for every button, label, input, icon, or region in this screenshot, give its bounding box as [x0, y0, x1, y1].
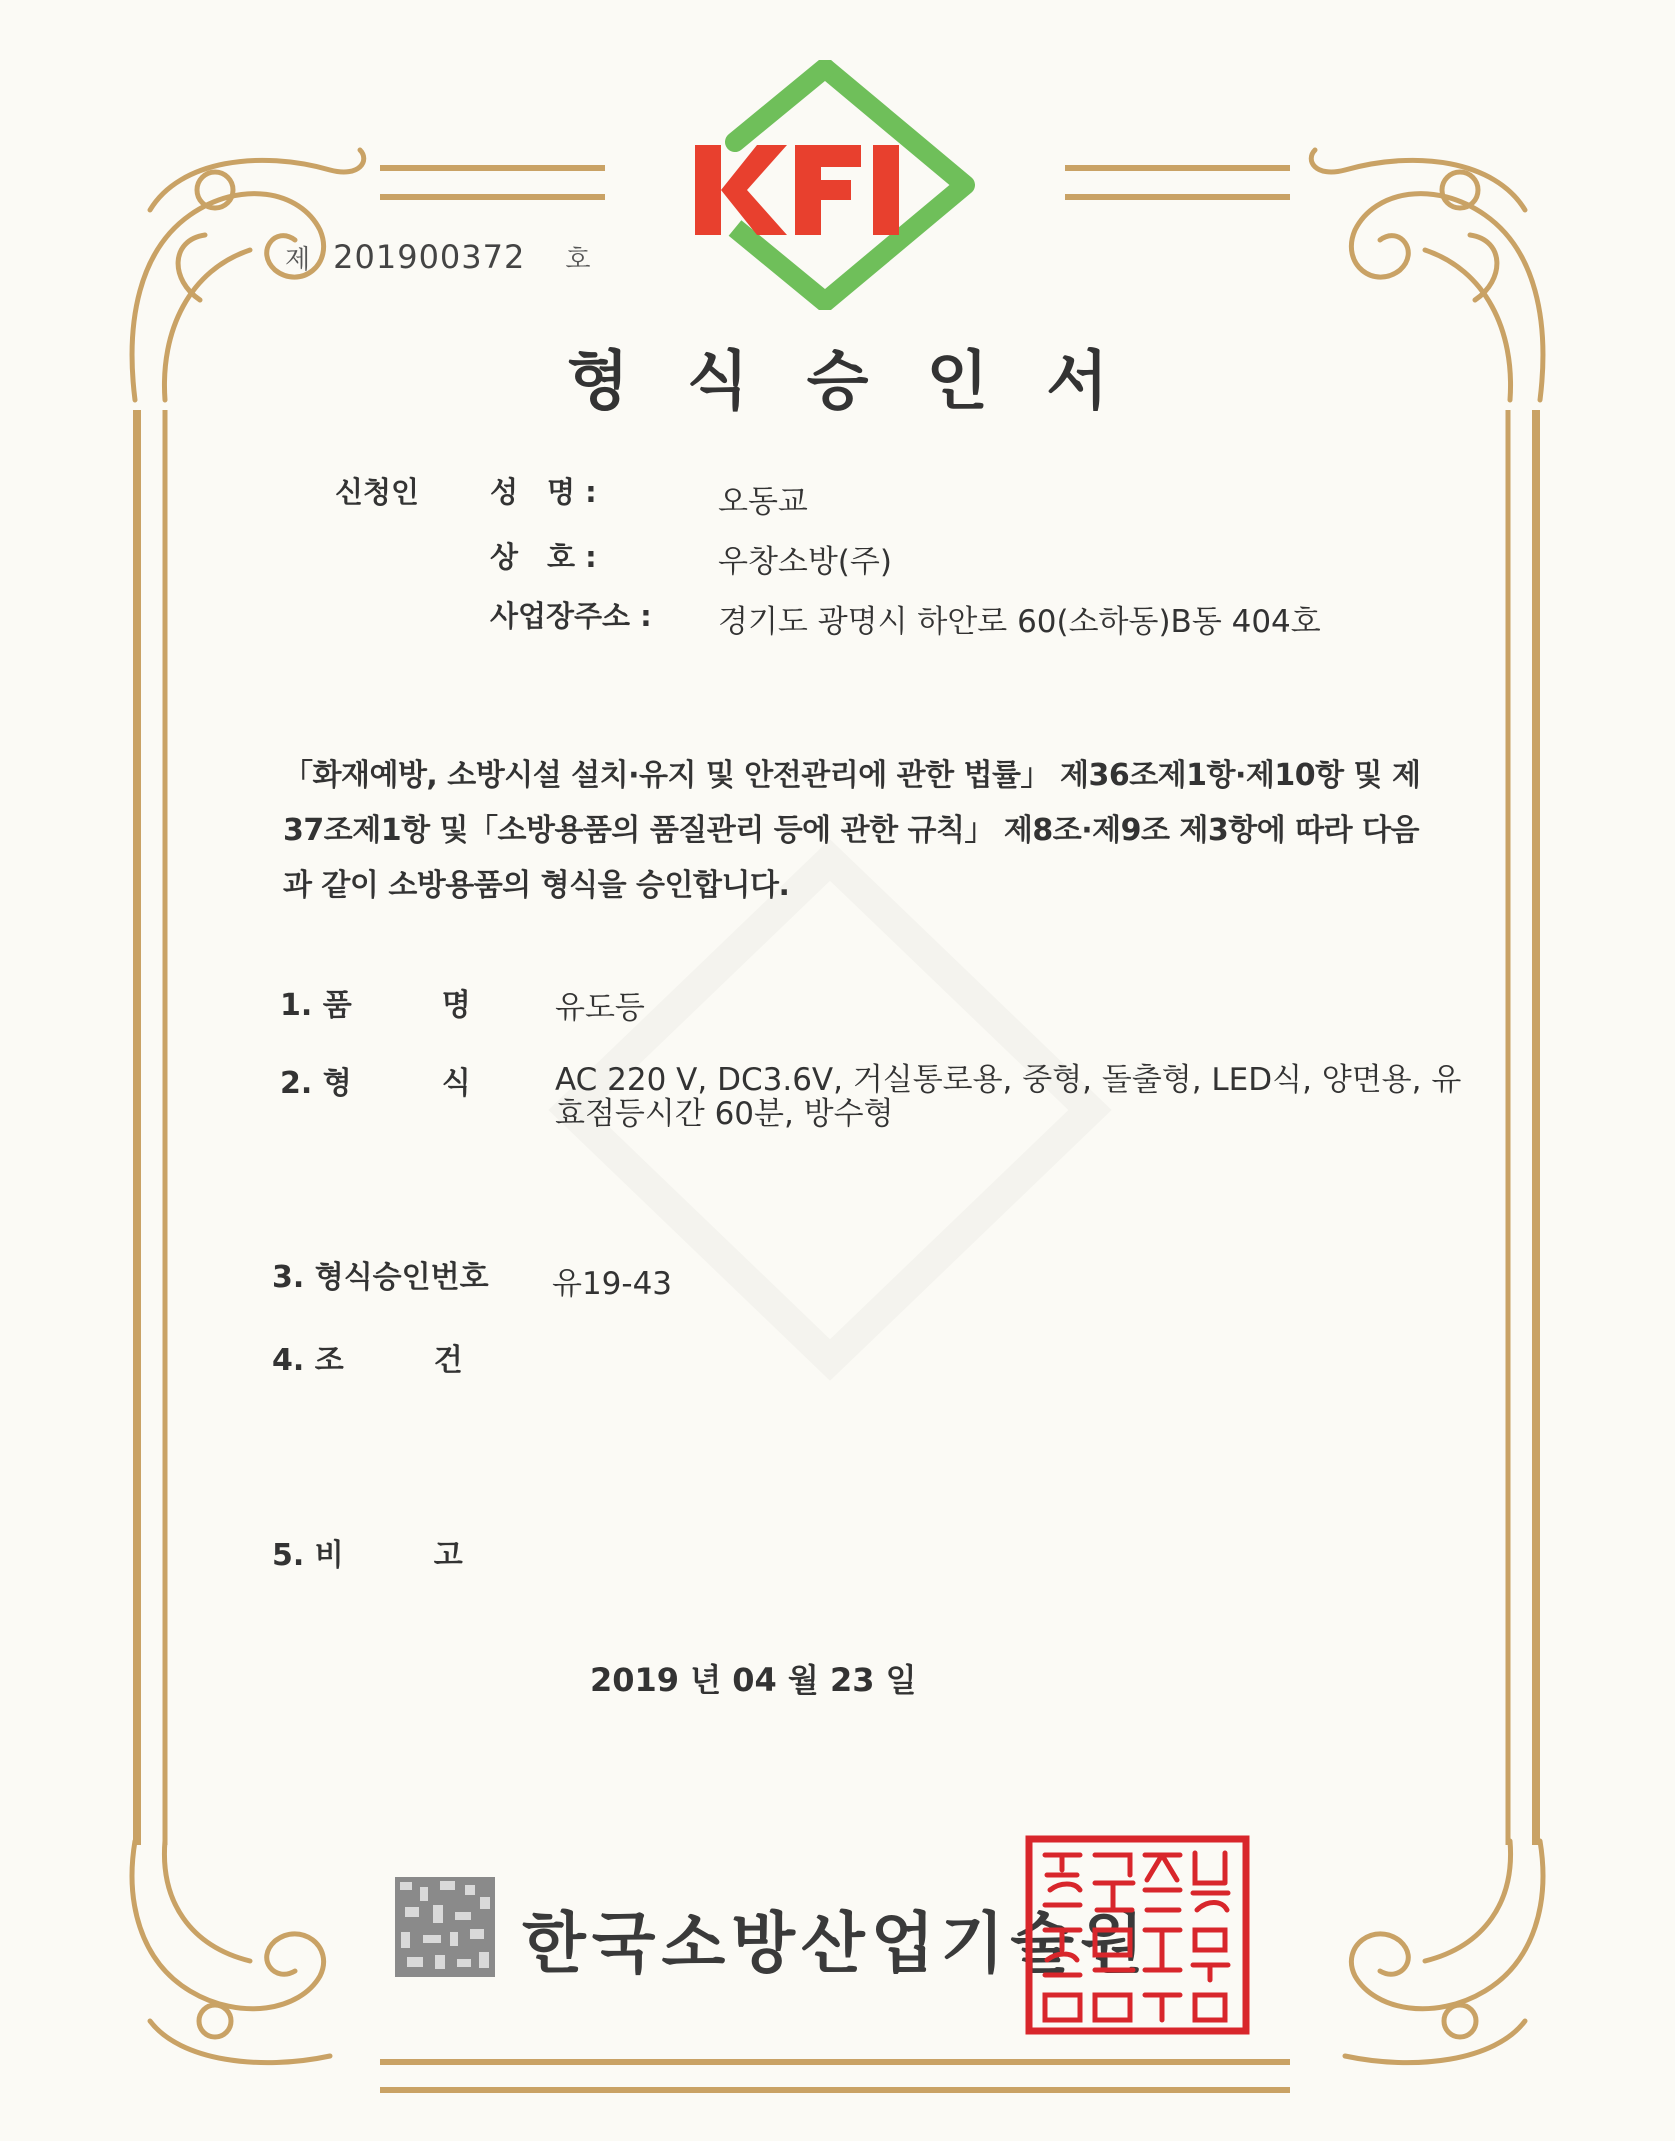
hologram-sticker [395, 1877, 495, 1977]
cert-number-prefix: 제 [285, 245, 312, 275]
cert-number-value: 201900372 [333, 238, 526, 276]
type-label: 2. 형 식 [280, 1066, 471, 1101]
approval-number-label: 3. 형식승인번호 [272, 1260, 489, 1295]
cert-number-suffix: 호 [565, 245, 592, 275]
applicant-section-label: 신청인 [335, 475, 420, 509]
applicant-name-label: 성 명 : [490, 475, 597, 509]
corner-ornament-bottom-right [1345, 1841, 1543, 2063]
official-seal [1025, 1835, 1250, 2035]
address-label: 사업장주소 : [490, 599, 652, 633]
kfi-letters [695, 145, 899, 235]
applicant-name: 오동교 [718, 484, 808, 520]
certificate-title: 형식승인서 [566, 345, 1167, 419]
legal-basis-paragraph: 「화재예방, 소방시설 설치·유지 및 안전관리에 관한 법률」 제36조제1항·제10항 및 제37조제1항 및「소방용품의 품질관리 등에 관한 규칙」 제8조·제9조 제3항에 따라 다음과 같이 소방용품의 형식을 승인합니다. [283, 758, 1421, 903]
company-label: 상 호 : [490, 540, 597, 574]
conditions-label: 4. 조 건 [272, 1343, 463, 1378]
company-name: 우창소방(주) [718, 544, 892, 580]
remarks-label: 5. 비 고 [272, 1538, 463, 1573]
corner-ornament-bottom-left [132, 1841, 330, 2063]
product-name-label: 1. 품 명 [280, 988, 471, 1023]
kfi-logo [675, 60, 975, 310]
product-name: 유도등 [555, 990, 645, 1026]
business-address: 경기도 광명시 하안로 60(소하동)B동 404호 [718, 604, 1321, 640]
certificate-number [285, 238, 591, 276]
issue-date: 2019 년 04 월 23 일 [590, 1661, 917, 1699]
approval-number: 유19-43 [552, 1266, 673, 1302]
type-specification: AC 220 V, DC3.6V, 거실통로용, 중형, 돌출형, LED식, 양면용, 유효점등시간 60분, 방수형 [555, 1062, 1462, 1132]
issuing-organization: 한국소방산업기술원 [522, 1904, 1150, 1982]
